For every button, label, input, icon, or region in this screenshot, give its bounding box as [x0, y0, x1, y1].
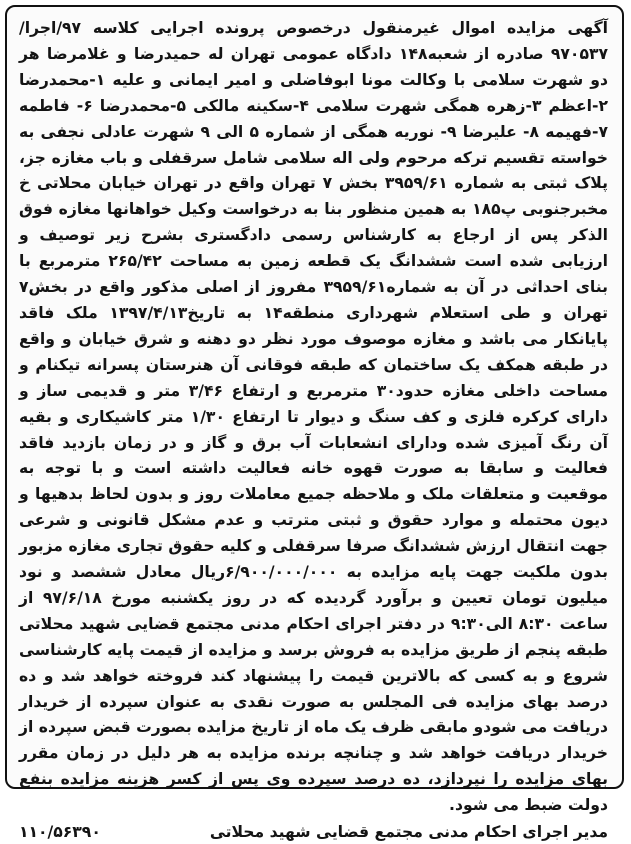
- reference-code: ۱۱۰/۵۶۳۹۰: [19, 823, 101, 842]
- notice-body: آگهی مزایده اموال غیرمنقول درخصوص پرونده اجرایی کلاسه ۹۷/اجرا/۹۷۰۵۳۷ صادره از شعبه۱۴۸ دادگاه عمومی تهران له حمیدرضا و غلامرضا هر دو شهرت سلامی با وکالت مونا ابوفاضلی و امیر ایمانی و علیه ۱-محمدرضا ۲-اعظم ۳-زهره همگی شهرت سلامی ۴-سکینه مالکی ۵-محمدرضا ۶- فاطمه ۷-فهیمه ۸- علیرضا ۹- نوریه همگی از شماره ۵ الی ۹ شهرت عادلی نجفی به خواسته تقسیم ترکه مرحوم ولی اله سلامی شامل سرقفلی و باب مغازه جز، پلاک ثبتی به شماره ۳۹۵۹/۶۱ بخش ۷ تهران واقع در تهران خیابان محلاتی خ مخبرجنوبی پ۱۸۵ به همین منظور بنا به درخواست وکیل خواهانها مغازه فوق الذکر پس از ارجاع به کارشناس رسمی دادگستری بشرح زیر توصیف و ارزیابی شده است ششدانگ یک قطعه زمین به مساحت ۲۶۵/۴۲ مترمربع با بنای احداثی در آن به شماره۳۹۵۹/۶۱ مفروز از اصلی مذکور واقع در بخش۷ تهران و طی استعلام شهرداری منطقه۱۴ به تاریخ۱۳۹۷/۴/۱۳ ملک فاقد پایانکار می باشد و مغازه موصوف مورد نظر دو دهنه و شرق خیابان و واقع در طبقه همکف یک ساختمان که طبقه فوقانی آن هنرستان پسرانه تیکنام و مساحت داخلی مغازه حدود۳۰ مترمربع و ارتفاع ۳/۴۶ متر و قدیمی ساز و دارای کرکره فلزی و کف سنگ و دیوار تا ارتفاع ۱/۳۰ متر کاشیکاری و بقیه آن رنگ آمیزی شده ودارای انشعابات آب برق و گاز و در زمان بازدید فاقد فعالیت و سابقا به صورت قهوه خانه فعالیت داشته است و با توجه به موقعیت و متعلقات ملک و ملاحظه جمیع معاملات روز و بدون لحاظ بدهیها و دیون محتمله و موارد حقوق و ثبتی مترتب و عدم مشکل قانونی و شرعی جهت انتقال ارزش ششدانگ صرفا سرقفلی و کلیه حقوق تجاری مغازه مزبور بدون ملکیت جهت پایه مزایده به ۶/۹۰۰/۰۰۰/۰۰۰ریال معادل ششصد و نود میلیون تومان تعیین و برآورد گردیده که در روز یکشنبه مورخ ۹۷/۶/۱۸ از ساعت ۸:۳۰ الی۹:۳۰ در دفتر اجرای احکام مدنی مجتمع قضایی شهید محلاتی طبقه پنجم از طریق مزایده به فروش برسد و مزایده از قیمت پایه کارشناسی شروع و به کسی که بالاترین قیمت را پیشنهاد کند فروخته خواهد شد و ده درصد بهای مزایده فی المجلس به صورت نقدی به عنوان سپرده از خریدار دریافت می شودو مابقی ظرف یک ماه از تاریخ مزایده بصورت قبض سپرده از خریدار دریافت خواهد شد و چنانچه برنده مزایده به هر دلیل در زمان مقرر بهای مزایده را نپردازد، ده درصد سپرده وی پس از کسر هزینه مزایده بنفع دولت ضبط می شود.: [19, 19, 609, 815]
- auction-notice: [5, 5, 624, 842]
- issuer-signature: مدیر اجرای احکام مدنی مجتمع قضایی شهید محلاتی: [209, 823, 608, 842]
- signature-line: [19, 820, 608, 844]
